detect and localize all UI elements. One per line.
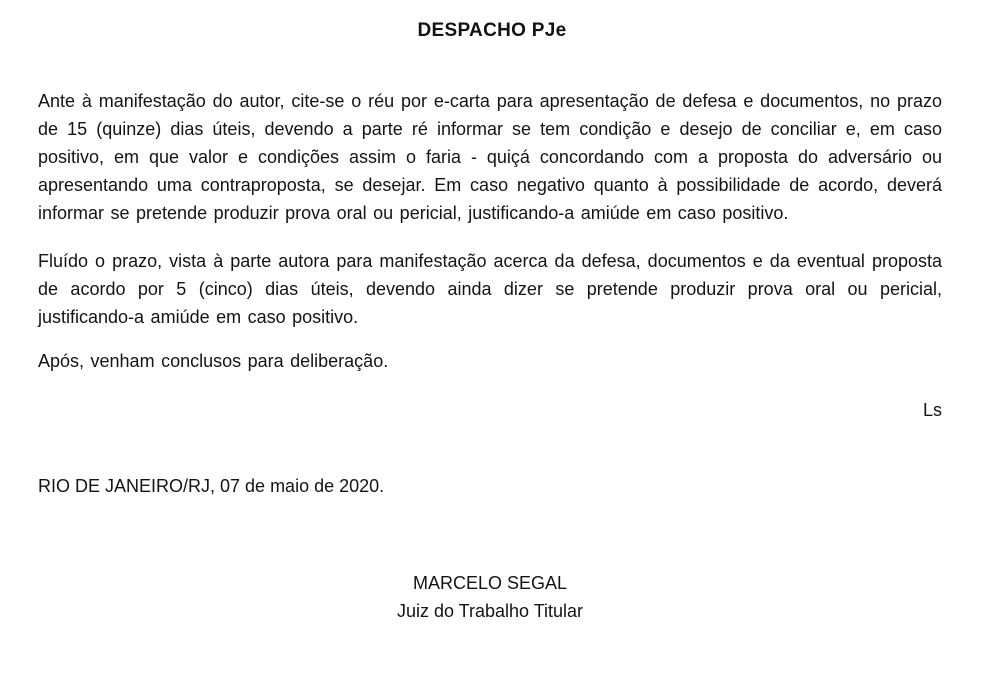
- paragraph-conclusion: Após, venham conclusos para deliberação.: [38, 351, 389, 371]
- judge-name: MARCELO SEGAL: [412, 573, 568, 593]
- judge-role: Juiz do Trabalho Titular: [396, 601, 584, 621]
- clerk-initials: Ls: [922, 400, 942, 420]
- place-and-date-line: RIO DE JANEIRO/RJ, 07 de maio de 2020.: [38, 476, 385, 496]
- paragraph-citation-order: Ante à manifestação do autor, cite-se o réu por e-carta para apresentação de defesa e documentos, no prazo de 15 (quinze) dias úteis, devendo a parte ré informar se tem condição e desejo de conciliar e, em caso positivo, em que valor e condições assim o faria - quiçá concordando com a proposta do adversário ou apresentando uma contraproposta, se desejar. Em caso negativo quanto à possibilidade de acordo, deverá informar se pretende produzir prova oral ou pericial, justificando-a amiúde em caso positivo.: [38, 91, 942, 223]
- paragraph-plaintiff-reply: Fluído o prazo, vista à parte autora para manifestação acerca da defesa, documentos e da eventual proposta de acordo por 5 (cinco) dias úteis, devendo ainda dizer se pretende produzir prova oral ou pericial, justificando-a amiúde em caso positivo.: [38, 251, 942, 327]
- signature-block: [38, 569, 942, 625]
- document-body: [0, 87, 984, 625]
- document-title: DESPACHO PJe: [417, 20, 567, 41]
